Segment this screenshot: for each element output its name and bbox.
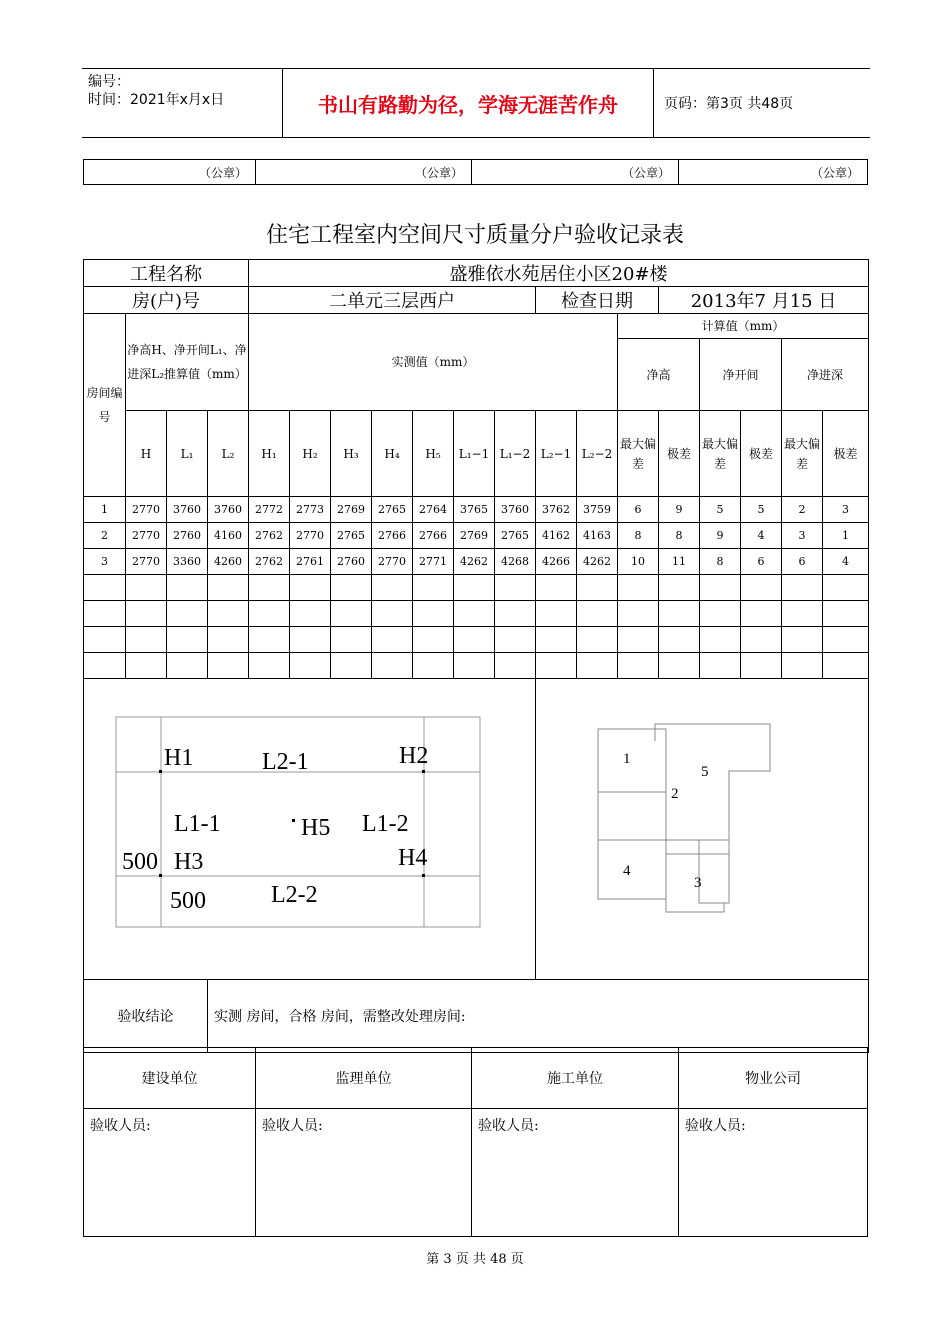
table-row <box>84 497 869 523</box>
table-row <box>84 523 869 549</box>
table-cell: 2 <box>84 523 126 549</box>
date-label: 检查日期 <box>536 287 659 314</box>
empty-cell <box>413 653 454 679</box>
empty-cell <box>167 653 208 679</box>
empty-cell <box>700 575 741 601</box>
table-cell: 1 <box>84 497 126 523</box>
empty-cell <box>331 627 372 653</box>
empty-cell <box>84 601 126 627</box>
column-header: H₃ <box>331 411 372 497</box>
empty-cell <box>372 627 413 653</box>
empty-cell <box>536 601 577 627</box>
empty-cell <box>413 627 454 653</box>
table-cell: 6 <box>618 497 659 523</box>
seal-row <box>83 159 868 185</box>
seal-4: （公章） <box>679 160 868 185</box>
empty-cell <box>167 601 208 627</box>
empty-cell <box>823 601 869 627</box>
empty-cell <box>495 627 536 653</box>
party-property: 物业公司 <box>679 1048 868 1109</box>
net-width-header: 净开间 <box>700 339 782 411</box>
table-cell: 8 <box>700 549 741 575</box>
signer-contractor: 验收人员: <box>472 1109 679 1237</box>
table-cell: 4 <box>823 549 869 575</box>
column-header: H₁ <box>249 411 290 497</box>
page-title: 住宅工程室内空间尺寸质量分户验收记录表 <box>265 223 684 248</box>
table-cell: 2772 <box>249 497 290 523</box>
empty-cell <box>208 575 249 601</box>
column-header: H₂ <box>290 411 331 497</box>
empty-cell <box>618 575 659 601</box>
column-header: 最大偏差 <box>618 411 659 497</box>
empty-cell <box>454 653 495 679</box>
table-cell: 6 <box>741 549 782 575</box>
empty-cell <box>84 653 126 679</box>
table-cell: 4163 <box>577 523 618 549</box>
empty-cell <box>331 653 372 679</box>
empty-row <box>84 575 869 601</box>
party-contractor: 施工单位 <box>472 1048 679 1109</box>
table-cell: 3360 <box>167 549 208 575</box>
net-depth-header: 净进深 <box>782 339 869 411</box>
project-label: 工程名称 <box>84 260 249 287</box>
empty-cell <box>249 627 290 653</box>
empty-cell <box>372 575 413 601</box>
empty-cell <box>495 601 536 627</box>
empty-cell <box>126 575 167 601</box>
table-cell: 2770 <box>126 523 167 549</box>
empty-cell <box>331 575 372 601</box>
empty-cell <box>700 627 741 653</box>
column-header: 极差 <box>659 411 700 497</box>
plan-room-3: 3 <box>694 875 702 891</box>
table-cell: 3 <box>823 497 869 523</box>
empty-cell <box>659 653 700 679</box>
table-cell: 2766 <box>372 523 413 549</box>
project-value: 盛雅依水苑居住小区20#楼 <box>249 260 869 287</box>
empty-cell <box>126 601 167 627</box>
table-cell: 2770 <box>126 549 167 575</box>
table-cell: 2770 <box>126 497 167 523</box>
table-cell: 10 <box>618 549 659 575</box>
table-cell: 2766 <box>413 523 454 549</box>
empty-cell <box>741 575 782 601</box>
column-header: 极差 <box>823 411 869 497</box>
house-label: 房(户)号 <box>84 287 249 314</box>
empty-cell <box>454 575 495 601</box>
table-cell: 4160 <box>208 523 249 549</box>
empty-cell <box>741 653 782 679</box>
signature-table <box>83 1047 868 1237</box>
label-l2-1: L2-1 <box>262 749 309 775</box>
empty-cell <box>331 601 372 627</box>
empty-cell <box>290 601 331 627</box>
table-cell: 1 <box>823 523 869 549</box>
empty-cell <box>126 653 167 679</box>
column-header: L₂ <box>208 411 249 497</box>
label-h3: H3 <box>174 849 204 875</box>
conclusion-label: 验收结论 <box>84 980 208 1053</box>
table-cell: 3760 <box>208 497 249 523</box>
empty-cell <box>495 653 536 679</box>
empty-cell <box>413 601 454 627</box>
empty-cell <box>495 575 536 601</box>
empty-cell <box>372 601 413 627</box>
empty-row <box>84 627 869 653</box>
column-header: L₁ <box>167 411 208 497</box>
measurement-sketch <box>84 679 514 979</box>
page-header <box>82 68 870 138</box>
empty-cell <box>249 575 290 601</box>
table-cell: 3 <box>84 549 126 575</box>
empty-cell <box>741 627 782 653</box>
empty-cell <box>290 653 331 679</box>
empty-cell <box>782 575 823 601</box>
inferred-header: 净高H、净开间L₁、净进深L₂推算值（mm） <box>126 314 249 411</box>
column-header: L₂−1 <box>536 411 577 497</box>
label-500-bottom: 500 <box>170 888 206 914</box>
empty-row <box>84 653 869 679</box>
label-l2-2: L2-2 <box>271 882 318 908</box>
table-cell: 2760 <box>331 549 372 575</box>
table-cell: 2769 <box>454 523 495 549</box>
column-header: L₂−2 <box>577 411 618 497</box>
signer-supervision: 验收人员: <box>256 1109 472 1237</box>
house-value: 二单元三层西户 <box>249 287 536 314</box>
empty-cell <box>823 653 869 679</box>
date-value: 2013年7 月15 日 <box>659 287 869 314</box>
table-cell: 5 <box>741 497 782 523</box>
empty-cell <box>700 653 741 679</box>
table-cell: 2760 <box>167 523 208 549</box>
table-cell: 2 <box>782 497 823 523</box>
party-construction: 建设单位 <box>84 1048 256 1109</box>
page-footer: 第 3 页 共 48 页 <box>426 1252 524 1267</box>
table-cell: 6 <box>782 549 823 575</box>
label-l1-2: L1-2 <box>362 811 409 837</box>
empty-cell <box>659 627 700 653</box>
seal-1: （公章） <box>84 160 256 185</box>
column-header: L₁−1 <box>454 411 495 497</box>
table-cell: 2762 <box>249 523 290 549</box>
table-cell: 3762 <box>536 497 577 523</box>
table-cell: 2770 <box>372 549 413 575</box>
plan-room-4: 4 <box>623 863 631 879</box>
column-header: 极差 <box>741 411 782 497</box>
floor-plan-sketch <box>536 679 869 979</box>
table-cell: 4260 <box>208 549 249 575</box>
net-height-header: 净高 <box>618 339 700 411</box>
column-header: H <box>126 411 167 497</box>
page-label: 页码：第3页 共48页 <box>664 96 794 112</box>
column-header: H₅ <box>413 411 454 497</box>
label-h1: H1 <box>164 745 194 771</box>
empty-cell <box>700 601 741 627</box>
table-cell: 8 <box>618 523 659 549</box>
empty-cell <box>618 627 659 653</box>
seal-3: （公章） <box>472 160 679 185</box>
table-cell: 2765 <box>372 497 413 523</box>
plan-room-2: 2 <box>671 786 679 802</box>
room-no-header: 房间编号 <box>84 314 126 497</box>
empty-cell <box>823 627 869 653</box>
table-cell: 9 <box>700 523 741 549</box>
empty-cell <box>208 653 249 679</box>
empty-cell <box>167 575 208 601</box>
table-cell: 9 <box>659 497 700 523</box>
table-cell: 8 <box>659 523 700 549</box>
signer-construction: 验收人员: <box>84 1109 256 1237</box>
table-cell: 2773 <box>290 497 331 523</box>
empty-cell <box>249 601 290 627</box>
table-cell: 4262 <box>454 549 495 575</box>
empty-row <box>84 601 869 627</box>
empty-cell <box>741 601 782 627</box>
empty-cell <box>823 575 869 601</box>
conclusion-text: 实测 房间，合格 房间，需整改处理房间: <box>208 980 869 1053</box>
measured-header: 实测值（mm） <box>249 314 618 411</box>
header-meta <box>82 69 282 137</box>
table-cell: 3765 <box>454 497 495 523</box>
empty-cell <box>782 627 823 653</box>
empty-cell <box>782 601 823 627</box>
table-cell: 3760 <box>495 497 536 523</box>
empty-cell <box>84 627 126 653</box>
seal-2: （公章） <box>256 160 472 185</box>
empty-cell <box>659 575 700 601</box>
table-cell: 4162 <box>536 523 577 549</box>
table-cell: 5 <box>700 497 741 523</box>
table-cell: 2765 <box>331 523 372 549</box>
table-cell: 2764 <box>413 497 454 523</box>
table-cell: 11 <box>659 549 700 575</box>
motto: 书山有路勤为径，学海无涯苦作舟 <box>282 69 654 137</box>
label-500-left: 500 <box>122 849 158 875</box>
table-cell: 4268 <box>495 549 536 575</box>
table-cell: 4266 <box>536 549 577 575</box>
empty-cell <box>208 627 249 653</box>
empty-cell <box>454 627 495 653</box>
empty-cell <box>290 575 331 601</box>
column-header: L₁−2 <box>495 411 536 497</box>
label-l1-1: L1-1 <box>174 811 221 837</box>
computed-header: 计算值（mm） <box>618 314 869 339</box>
record-table <box>83 259 869 1053</box>
table-cell: 2765 <box>495 523 536 549</box>
empty-cell <box>577 627 618 653</box>
empty-cell <box>249 653 290 679</box>
empty-cell <box>126 627 167 653</box>
column-header: 最大偏差 <box>782 411 823 497</box>
floor-plan <box>536 679 869 980</box>
table-cell: 3759 <box>577 497 618 523</box>
empty-cell <box>290 627 331 653</box>
empty-cell <box>577 601 618 627</box>
empty-cell <box>536 627 577 653</box>
label-h5: H5 <box>301 815 331 841</box>
empty-cell <box>577 575 618 601</box>
table-cell: 4262 <box>577 549 618 575</box>
column-header: H₄ <box>372 411 413 497</box>
plan-room-1: 1 <box>623 751 631 767</box>
label-h4: H4 <box>398 845 428 871</box>
empty-cell <box>577 653 618 679</box>
table-cell: 4 <box>741 523 782 549</box>
party-supervision: 监理单位 <box>256 1048 472 1109</box>
empty-cell <box>536 653 577 679</box>
empty-cell <box>413 575 454 601</box>
table-cell: 2771 <box>413 549 454 575</box>
table-cell: 3 <box>782 523 823 549</box>
empty-cell <box>536 575 577 601</box>
empty-cell <box>659 601 700 627</box>
table-row <box>84 549 869 575</box>
label-h2: H2 <box>399 743 429 769</box>
table-cell: 2761 <box>290 549 331 575</box>
table-cell: 2769 <box>331 497 372 523</box>
empty-cell <box>454 601 495 627</box>
table-cell: 2762 <box>249 549 290 575</box>
number-label: 编号： <box>88 74 130 90</box>
empty-cell <box>167 627 208 653</box>
empty-cell <box>372 653 413 679</box>
time-label: 时间：2021年x月x日 <box>88 92 225 108</box>
empty-cell <box>618 653 659 679</box>
empty-cell <box>84 575 126 601</box>
signer-property: 验收人员: <box>679 1109 868 1237</box>
plan-room-5: 5 <box>701 764 709 780</box>
empty-cell <box>208 601 249 627</box>
table-cell: 2770 <box>290 523 331 549</box>
empty-cell <box>782 653 823 679</box>
table-cell: 3760 <box>167 497 208 523</box>
measurement-diagram <box>84 679 536 980</box>
column-header: 最大偏差 <box>700 411 741 497</box>
empty-cell <box>618 601 659 627</box>
